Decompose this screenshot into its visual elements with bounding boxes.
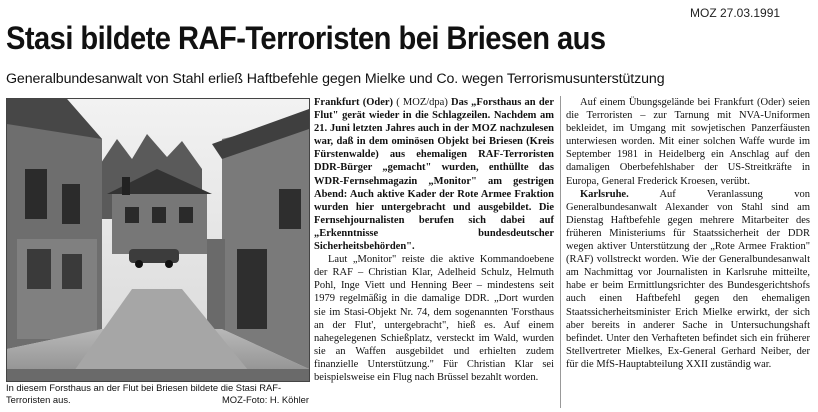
forsthaus-photo: [6, 98, 310, 382]
subheadline: Generalbundesanwalt von Stahl erließ Haftbefehle gegen Mielke und Co. wegen Terrorismusunterstützung: [6, 71, 665, 87]
photo-caption: [6, 382, 309, 406]
paragraph-3: Auf einem Übungsgelände bei Frankfurt (Oder) seien die Terroristen – zur Tarnung mit NVA-Uniformen bekleidet, im Umgang mit sowjetischen Panzerfäusten unterwiesen worden. Mit einer solchen Waffe wurde im September 1981 in Heidelberg ein Anschlag auf den damaligen Oberbefehlshaber der US-Streitkräfte in Europa, General Frederick Kroesen, verübt.: [566, 97, 810, 187]
paragraph-2: Laut „Monitor" reiste die aktive Kommandoebene der RAF – Christian Klar, Adelheid Schulz, Helmuth Pohl, Inge Viett und Henning Beer – mindestens seit 1979 regelmäßig in die damalige DDR. „Dort wurden sie im Stasi-Objekt Nr. 74, dem sogenannten 'Forsthaus an der Flut', untergebracht", hieß es. Auf einem nahegelegenen Schießplatz, versteckt im Wald, wurden sie an Waffen ausgebildet und erhielten zudem finanzielle Unterstützung." Für Christian Klar sei beispielsweise ein Flug nach Brüssel bezahlt worden.: [314, 254, 554, 383]
karlsruhe-dateline: Karlsruhe.: [580, 188, 629, 200]
source-date: MOZ 27.03.1991: [690, 6, 781, 20]
column-divider: [560, 96, 561, 408]
forsthaus-image: [7, 99, 309, 381]
lead-paragraph: [314, 96, 554, 253]
headline: Stasi bildete RAF-Terroristen bei Briesen aus: [6, 20, 606, 56]
agency: ( MOZ/dpa): [396, 97, 448, 108]
paragraph-4-text: Auf Veranlassung von Generalbundesanwalt Alexander von Stahl sind am Dienstag Haftbefehle gegen mehrere Mitarbeiter des früheren Ministeriums für Staatssicherheit der DDR wegen aktiver Unterstützung der „Rote Armee Fraktion" (RAF) vollstreckt worden. Wie der Generalbundesanwalt am Nachmittag vor Journalisten in Karlsruhe mitteilte, habe er beim Ermittlungsrichter des Bundesgerichtshofs auch einen Haftbefehl gegen den ehemaligen Staatssicherheitsminister Erich Mielke erwirkt, der sich aber bereits in anderer Sache in Untersuchungshaft befindet. Unter den Verhafteten befindet sich ein früherer Stellvertreter Mielkes, Ex-General Gerhard Neiber, der für die MfS-Hauptabteilung XXII zuständig war.: [566, 188, 810, 370]
article-column-1: [314, 96, 554, 384]
dateline: Frankfurt (Oder): [314, 97, 394, 108]
caption-text: In diesem Forsthaus an der Flut bei Briesen bildete die Stasi RAF-Terroristen aus.: [6, 382, 282, 405]
photo-credit: MOZ-Foto: H. Köhler: [222, 394, 309, 405]
lead-text: Das „Forsthaus an der Flut" gerät wieder in die Schlagzeilen. Nachdem am 21. Juni letzten Jahres auch in der MOZ nachzulesen war, daß in dem ominösen Objekt bei Briesen (Kreis Fürstenwalde) aus ehemaligen RAF-Terroristen DDR-Bürger „gemacht" wurden, enthüllte das WDR-Fernsehmagazin „Monitor" am gestrigen Abend: Auch aktive Kader der Rote Armee Fraktion wurden hier untergebracht und ausgebildet. Die Fernsehjournalisten berufen sich dabei auf „Erkenntnisse bundesdeutscher Sicherheitsbehörden".: [314, 97, 554, 253]
article-column-2: [566, 96, 810, 371]
paragraph-4: [566, 188, 810, 371]
